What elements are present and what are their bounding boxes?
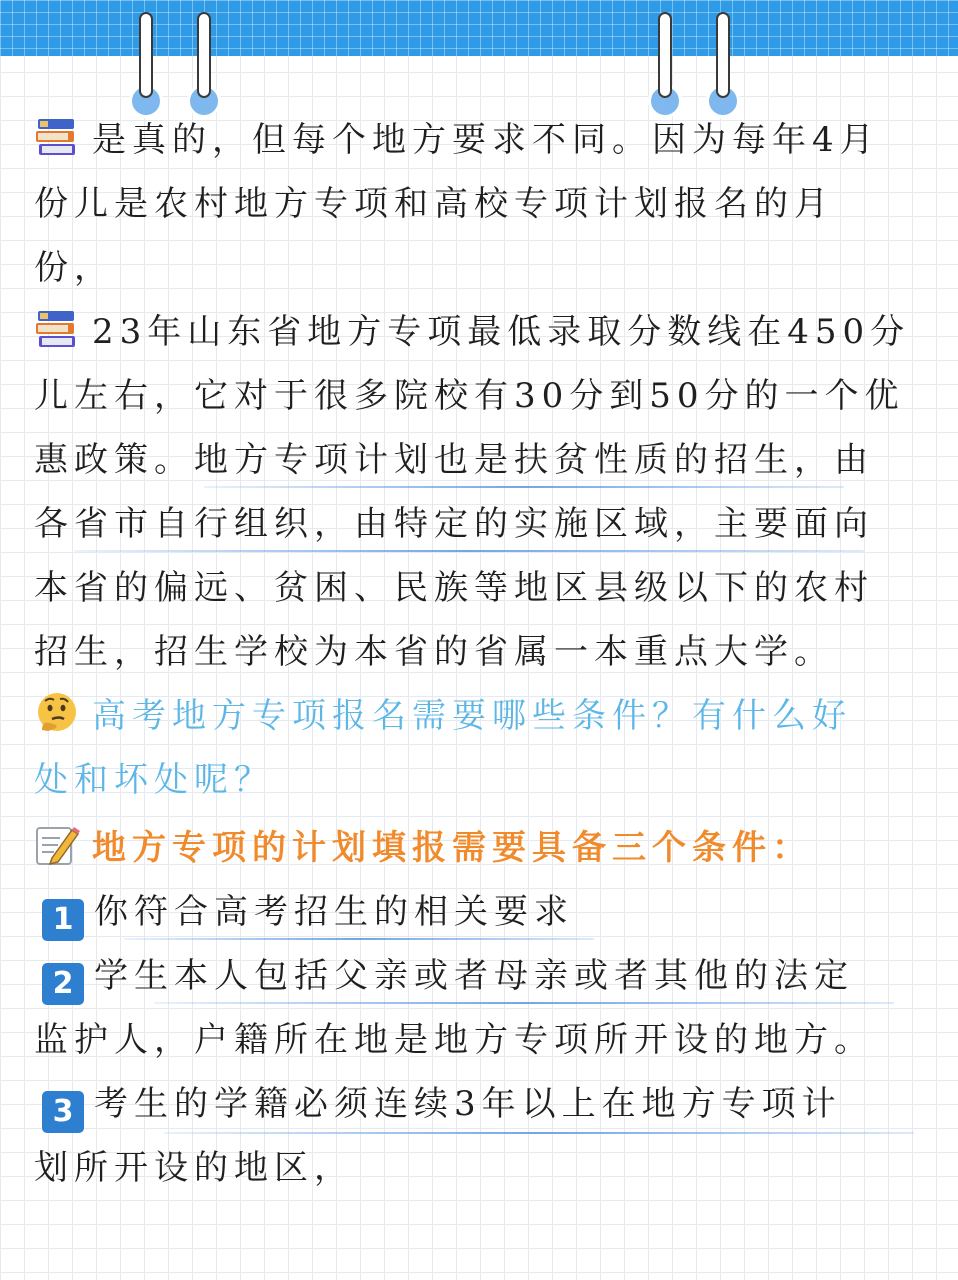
paragraph-text: 份儿是农村地方专项和高校专项计划报名的月 <box>34 184 834 224</box>
memo-pencil-icon <box>34 822 80 868</box>
paragraph-line <box>34 428 914 492</box>
question-text: 处和坏处呢？ <box>34 760 274 800</box>
list-item-text: 你符合高考招生的相关要求 <box>94 892 574 932</box>
paragraph-line <box>34 556 914 620</box>
paragraph-text: 23年山东省地方专项最低录取分数线在450分 <box>92 312 911 352</box>
list-item-text: 监护人，户籍所在地是地方专项所开设的地方。 <box>34 1020 874 1060</box>
paragraph-text: 儿左右，它对于很多院校有30分到50分的一个优 <box>34 376 905 416</box>
paragraph-line <box>34 236 914 300</box>
paragraph-line <box>34 108 914 172</box>
list-item-text: 划所开设的地区， <box>34 1148 354 1188</box>
highlight-underline <box>124 938 594 940</box>
books-icon <box>34 306 80 352</box>
list-item-continuation <box>34 1008 914 1072</box>
paragraph-text: 本省的偏远、贫困、民族等地区县级以下的农村 <box>34 568 874 608</box>
number-badge-1: 1 <box>42 899 84 941</box>
highlight-underline <box>74 550 864 552</box>
thinking-face-icon <box>34 690 80 736</box>
question-line <box>34 684 914 748</box>
list-item <box>34 944 914 1008</box>
books-icon <box>34 114 80 160</box>
highlight-underline <box>204 486 844 488</box>
heading-text: 地方专项的计划填报需要具备三个条件： <box>92 828 812 868</box>
paragraph-text: 招生，招生学校为本省的省属一本重点大学。 <box>34 632 834 672</box>
paragraph-text: 是真的，但每个地方要求不同。因为每年4月 <box>92 120 880 160</box>
section-heading <box>34 816 914 880</box>
question-text: 高考地方专项报名需要哪些条件？有什么好 <box>92 696 852 736</box>
paragraph-line <box>34 300 914 364</box>
paragraph-text: 惠政策。地方专项计划也是扶贫性质的招生，由 <box>34 440 874 480</box>
number-badge-2: 2 <box>42 963 84 1005</box>
list-item <box>34 1072 914 1136</box>
paragraph-text: 份， <box>34 248 114 288</box>
paragraph-line <box>34 364 914 428</box>
paragraph-line <box>34 620 914 684</box>
number-badge-3: 3 <box>42 1091 84 1133</box>
note-content <box>34 108 914 1200</box>
list-item-text: 学生本人包括父亲或者母亲或者其他的法定 <box>94 956 854 996</box>
list-item <box>34 880 914 944</box>
highlight-underline <box>164 1132 914 1134</box>
highlight-underline <box>154 1002 894 1004</box>
paragraph-line <box>34 492 914 556</box>
list-item-continuation <box>34 1136 914 1200</box>
paragraph-line <box>34 172 914 236</box>
question-line <box>34 748 914 812</box>
paragraph-text: 各省市自行组织，由特定的实施区域，主要面向 <box>34 504 874 544</box>
list-item-text: 考生的学籍必须连续3年以上在地方专项计 <box>94 1084 842 1124</box>
